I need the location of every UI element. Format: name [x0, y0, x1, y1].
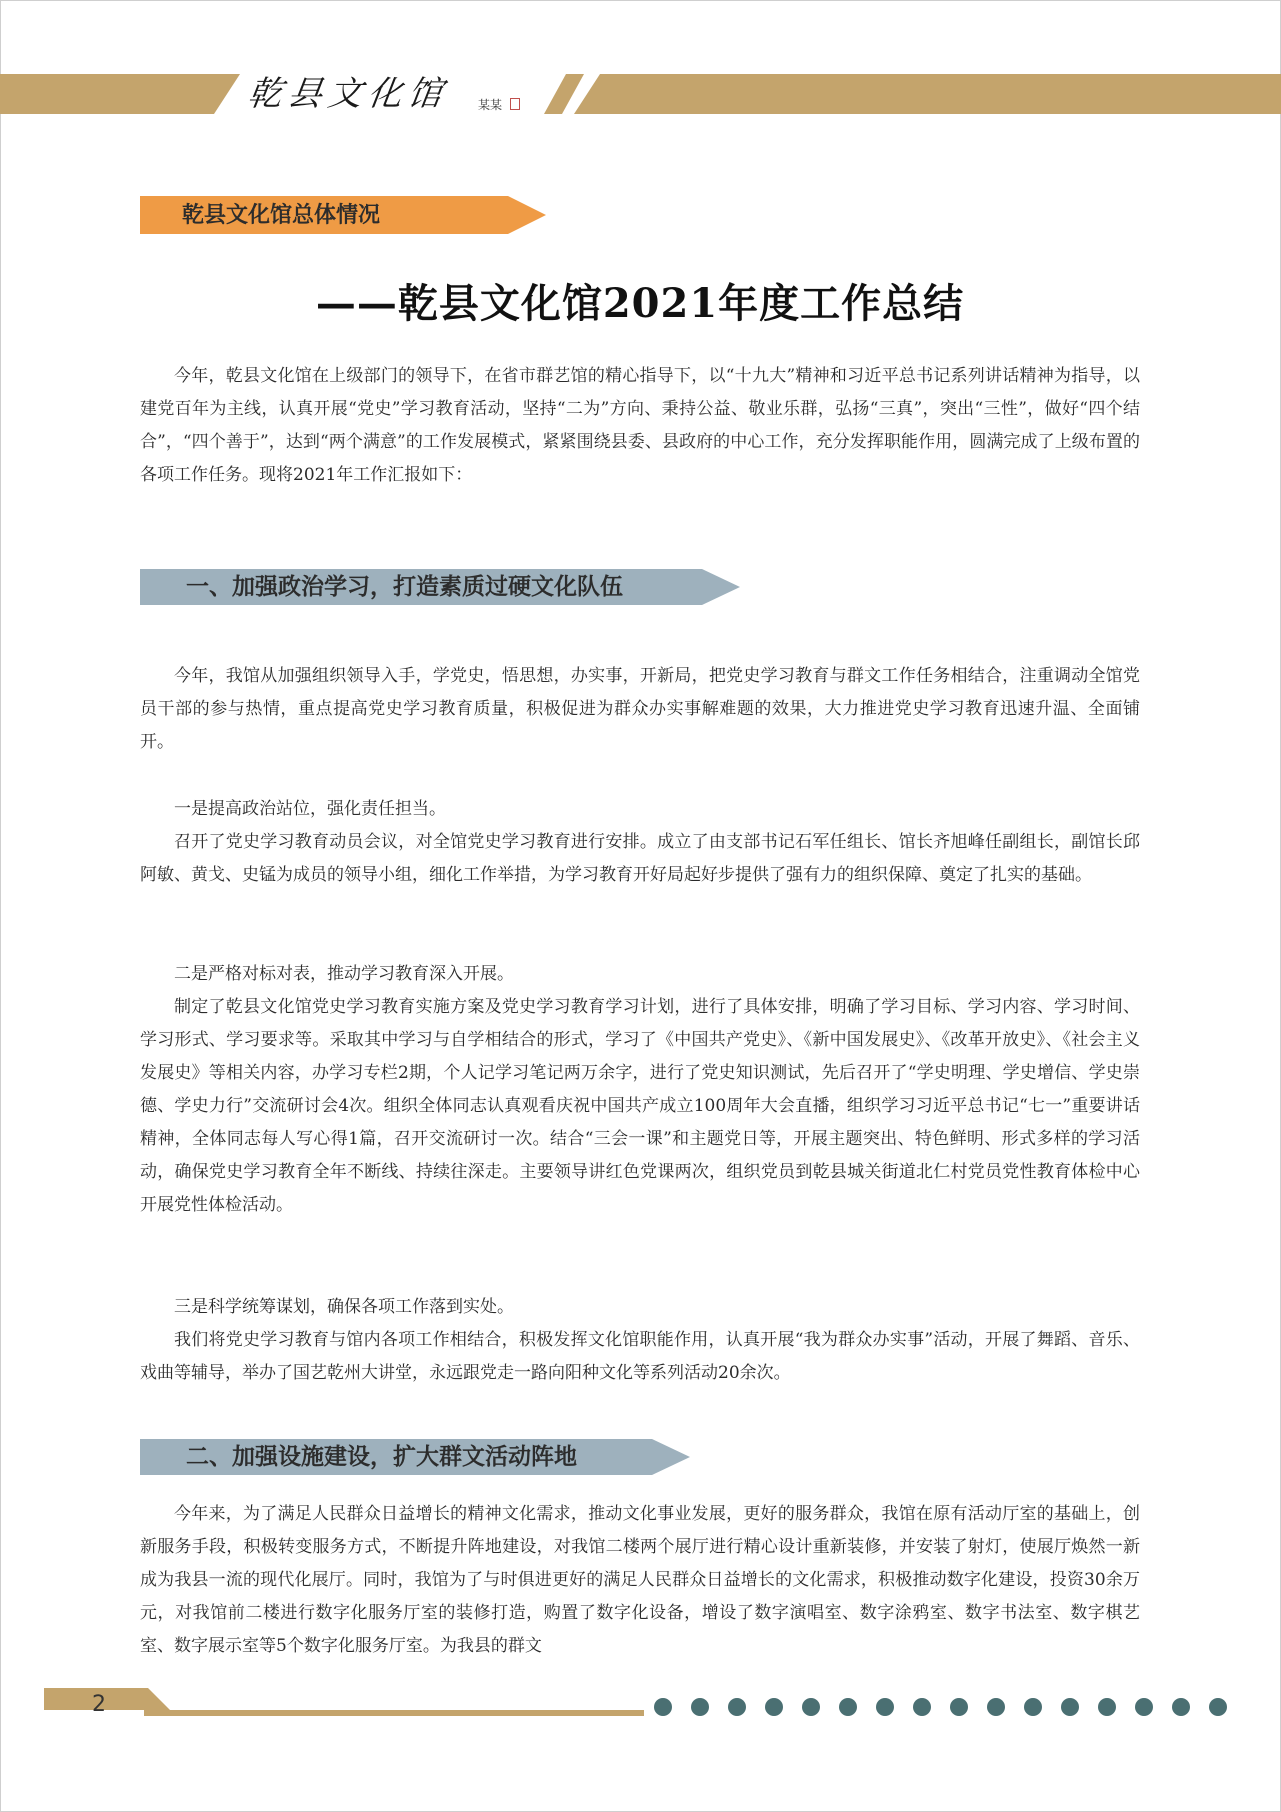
section1-paragraph-1: 今年，我馆从加强组织领导入手，学党史，悟思想，办实事，开新局，把党史学习教育与群文工作任务相结合，注重调动全馆党员干部的参与热情，重点提高党史学习教育质量，积极促进为群众办实事解难题的效果，大力推进党史学习教育迅速升温、全面铺开。: [140, 666, 1140, 752]
section-heading-1-label: 一、加强政治学习，打造素质过硬文化队伍: [186, 573, 623, 600]
footer-dot: [1209, 1698, 1227, 1716]
section1-subheading-1: 一是提高政治站位，强化责任担当。: [174, 799, 446, 819]
section1-paragraph-4: 我们将党史学习教育与馆内各项工作相结合，积极发挥文化馆职能作用，认真开展“我为群众办实事”活动，开展了舞蹈、音乐、戏曲等辅导，举办了国艺乾州大讲堂，永远跟党走一路向阳种文化等系列活动20余次。: [140, 1330, 1140, 1383]
section-heading-1: [140, 569, 740, 605]
footer-dot: [876, 1698, 894, 1716]
intro-paragraph: 今年，乾县文化馆在上级部门的领导下，在省市群艺馆的精心指导下，以“十九大”精神和习近平总书记系列讲话精神为指导，以建党百年为主线，认真开展“党史”学习教育活动，坚持“二为”方向、秉持公益、敬业乐群，弘扬“三真”，突出“三性”，做好“四个结合”，“四个善于”，达到“两个满意”的工作发展模式，紧紧围绕县委、县政府的中心工作，充分发挥职能作用，圆满完成了上级布置的各项工作任务。现将2021年工作汇报如下：: [140, 366, 1140, 485]
footer-dot: [654, 1698, 672, 1716]
header-band-right: [574, 74, 1281, 114]
page-number: 2: [92, 1692, 106, 1717]
calligraphy-logo: 乾县文化馆: [245, 74, 451, 114]
footer-dot: [1098, 1698, 1116, 1716]
seal-stamp: [510, 98, 520, 110]
footer-dot: [728, 1698, 746, 1716]
footer-dot: [1061, 1698, 1079, 1716]
footer-dot: [913, 1698, 931, 1716]
footer-dot: [765, 1698, 783, 1716]
section1-subheading-2: 二是严格对标对表，推动学习教育深入开展。: [174, 964, 514, 984]
footer-dot: [987, 1698, 1005, 1716]
footer-dot: [950, 1698, 968, 1716]
footer-dot: [1135, 1698, 1153, 1716]
header-band-left: [0, 74, 240, 114]
logo-signature: 某某: [478, 98, 503, 112]
footer-dot: [802, 1698, 820, 1716]
section2-paragraph-1: 今年来，为了满足人民群众日益增长的精神文化需求，推动文化事业发展，更好的服务群众，我馆在原有活动厅室的基础上，创新服务手段，积极转变服务方式，不断提升阵地建设，对我馆二楼两个展厅进行精心设计重新装修，并安装了射灯，使展厅焕然一新成为我县一流的现代化展厅。同时，我馆为了与时俱进更好的满足人民群众日益增长的文化需求，积极推动数字化建设，投资30余万元，对我馆前二楼进行数字化服务厅室的装修打造，购置了数字化设备，增设了数字演唱室、数字涂鸦室、数字书法室、数字棋艺室、数字展示室等5个数字化服务厅室。为我县的群文: [140, 1504, 1140, 1656]
footer-dots: [654, 1698, 1227, 1720]
section-heading-2: [140, 1439, 690, 1475]
footer-dot: [1172, 1698, 1190, 1716]
footer-bar: [44, 1688, 644, 1722]
section1-subheading-3: 三是科学统筹谋划，确保各项工作落到实处。: [174, 1297, 514, 1317]
section1-paragraph-2: 召开了党史学习教育动员会议，对全馆党史学习教育进行安排。成立了由支部书记石军任组长、馆长齐旭峰任副组长，副馆长邱阿敏、黄戈、史锰为成员的领导小组，细化工作举措，为学习教育开好局起好步提供了强有力的组织保障、奠定了扎实的基础。: [140, 832, 1140, 885]
footer-dot: [839, 1698, 857, 1716]
section-heading-2-label: 二、加强设施建设，扩大群文活动阵地: [186, 1443, 577, 1470]
section-tag-overview: [140, 196, 548, 234]
section1-paragraph-3: 制定了乾县文化馆党史学习教育实施方案及党史学习教育学习计划，进行了具体安排，明确了学习目标、学习内容、学习时间、学习形式、学习要求等。采取其中学习与自学相结合的形式，学习了《中国共产党史》、《新中国发展史》、《改革开放史》、《社会主义发展史》等相关内容，办学习专栏2期，个人记学习笔记两万余字，进行了党史知识测试，先后召开了“学史明理、学史增信、学史崇德、学史力行”交流研讨会4次。组织全体同志认真观看庆祝中国共产成立100周年大会直播，组织学习习近平总书记“七一”重要讲话精神，全体同志每人写心得1篇，召开交流研讨一次。结合“三会一课”和主题党日等，开展主题突出、特色鲜明、形式多样的学习活动，确保党史学习教育全年不断线、持续往深走。主要领导讲红色党课两次，组织党员到乾县城关街道北仁村党员党性教育体检中心开展党性体检活动。: [140, 997, 1140, 1215]
footer-dot: [691, 1698, 709, 1716]
section-tag-label: 乾县文化馆总体情况: [182, 202, 381, 228]
page-title: ——乾县文化馆2021年度工作总结: [315, 280, 965, 327]
footer-dot: [1024, 1698, 1042, 1716]
